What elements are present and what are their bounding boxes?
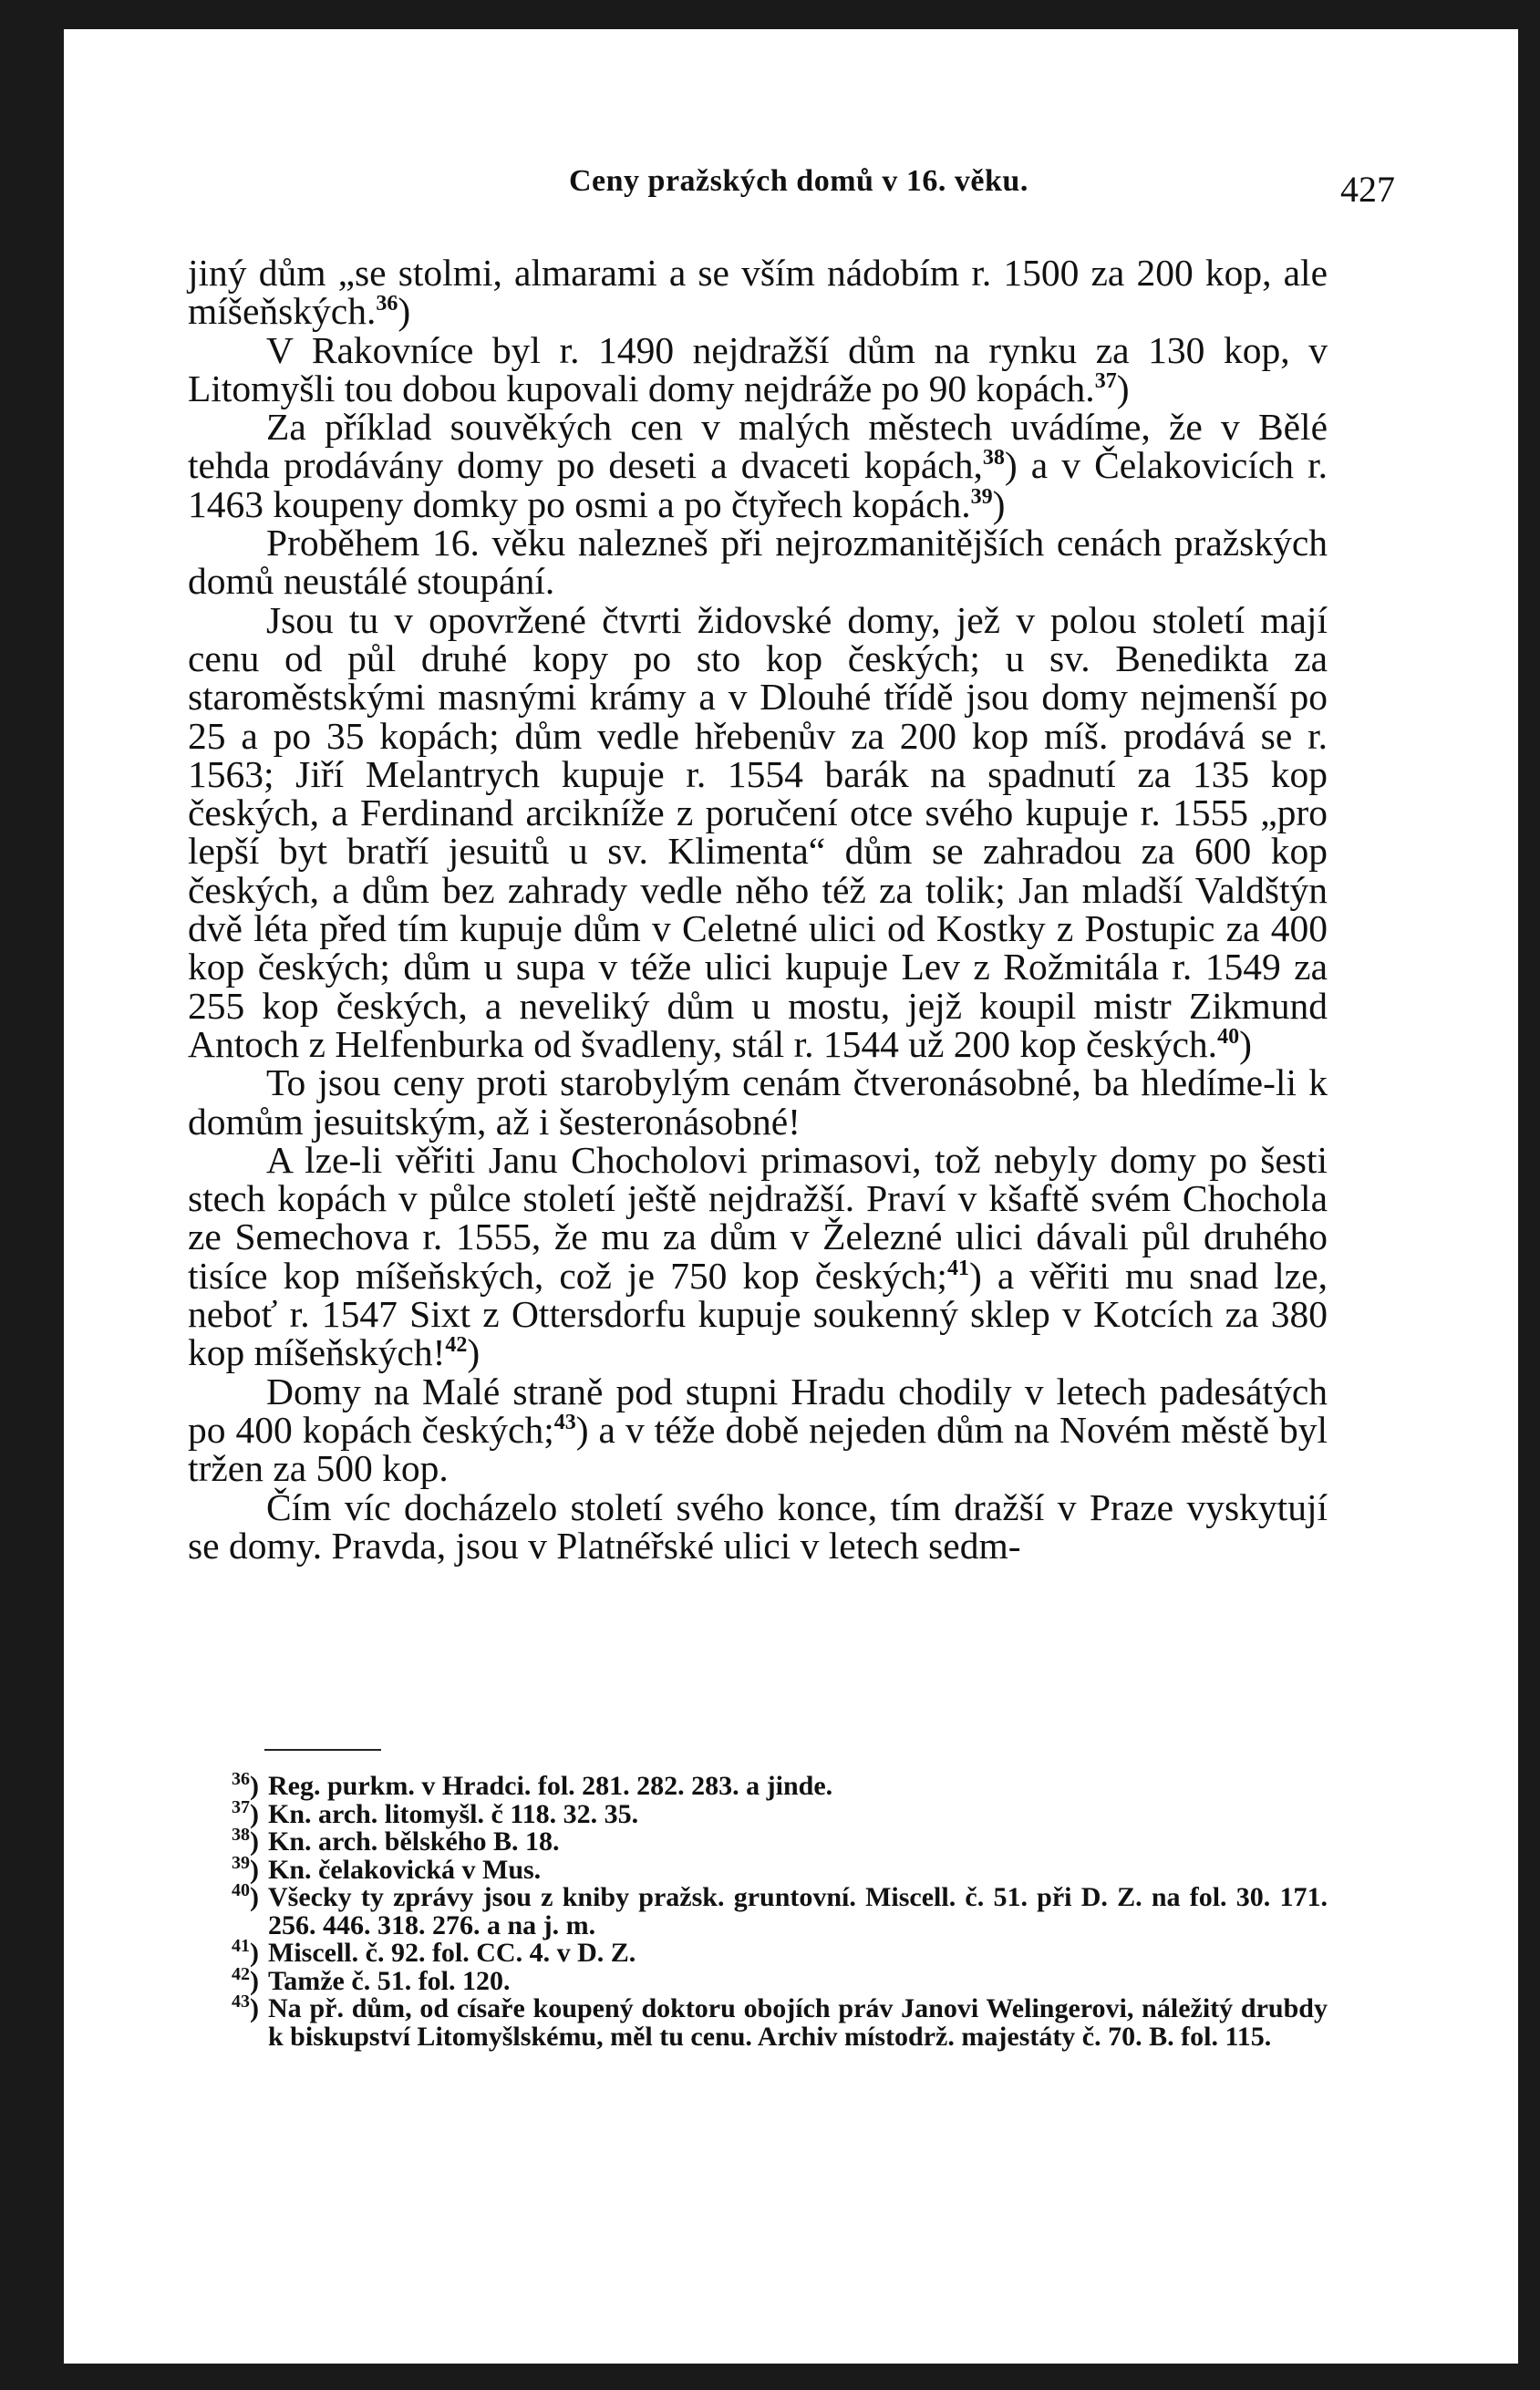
- footnote-text: Všecky ty zprávy jsou z kniby pražsk. gruntovní. Miscell. č. 51. při D. Z. na fol. 30. 171. 256. 446. 318. 276. a na j. m.: [268, 1882, 1328, 1940]
- paragraph-text: Domy na Malé straně pod stupni Hradu chodily v letech padesátých po 400 kopách českých;: [188, 1370, 1328, 1451]
- footnote-separator: [264, 1749, 381, 1751]
- footnote-reference: 38: [982, 446, 1005, 471]
- footnote-text: Kn. arch. bělského B. 18.: [268, 1826, 560, 1857]
- footnote-marker: $^{37}$): [232, 1796, 259, 1829]
- footnote-text: Tamže č. 51. fol. 120.: [268, 1965, 511, 1996]
- footnotes: [188, 1769, 1328, 2052]
- footnote-text: Miscell. č. 92. fol. CC. 4. v D. Z.: [268, 1938, 636, 1968]
- paragraph-text: ): [467, 1331, 481, 1374]
- footnote-number: 43: [232, 1992, 250, 2012]
- paragraph-text: ) a v téže době nejeden dům na Novém městě byl tržen za 500 kop.: [188, 1408, 1328, 1490]
- footnote-marker: $^{40}$): [232, 1880, 259, 1912]
- footnote: [188, 1992, 1328, 2052]
- footnote-number: 40: [232, 1880, 250, 1900]
- paragraph: [188, 598, 1328, 1065]
- footnote: [188, 1852, 1328, 1885]
- footnote-reference: 36: [376, 292, 398, 316]
- footnote: [188, 1963, 1328, 1996]
- footnote-number: 41: [232, 1936, 250, 1956]
- footnote-text: Kn. čelakovická v Mus.: [268, 1854, 542, 1885]
- footnote-reference: 43: [553, 1411, 576, 1435]
- footnote: [188, 1880, 1328, 1940]
- paragraph-text: To jsou ceny proti starobylým cenám čtveronásobné, ba hledíme-li k domům jesuitským, až i šesteronásobné!: [188, 1061, 1328, 1143]
- footnote-reference: 40: [1217, 1025, 1240, 1050]
- paragraph-text: ): [1239, 1022, 1252, 1065]
- paragraph: [188, 1138, 1328, 1374]
- paragraph-text: A lze-li věřiti Janu Chocholovi primasovi, tož nebyly domy po šesti stech kopách v půlce století ještě nejdražší. Praví v kšaftě svém Chochola ze Semechova r. 1555, že mu za dům v Železné ulici dávali půl druhého tisíce kop míšeňských, což je 750 kop českých;: [188, 1138, 1328, 1297]
- footnote-reference: 42: [445, 1333, 468, 1358]
- paragraph: [188, 1063, 1328, 1141]
- footnote-text: Reg. purkm. v Hradci. fol. 281. 282. 283. a jinde.: [268, 1771, 833, 1801]
- footnote: [188, 1769, 1328, 1801]
- footnote-reference: 37: [1094, 369, 1117, 394]
- paragraph-text: ) a v Čelakovicích r. 1463 koupeny domky po osmi a po čtyřech kopách.: [188, 444, 1328, 525]
- paragraph-text: Jsou tu v opovržené čtvrti židovské domy, jež v polou století mají cenu od půl druhé kopy po sto kop českých; u sv. Benedikta za staroměstskými masnými krámy a v Dlouhé třídě jsou domy nejmenší po 25 a po 35 kopách; dům vedle hřebenův za 200 kop míš. prodává se r. 1563; Jiří Melantrych kupuje r. 1554 barák na spadnutí za 135 kop českých, a Ferdinand arcikníže z poručení otce svého kupuje r. 1555 „pro lepší byt bratří jesuitů u sv. Klimenta“ dům se zahradou za 600 kop českých, a dům bez zahrady vedle něho též za tolik; Jan mladší Valdštýn dvě léta před tím kupuje dům v Celetné ulici od Kostky z Postupic za 400 kop českých; dům u supa v téže ulici kupuje Lev z Rožmitála r. 1549 za 255 kop českých, a neveliký dům u mostu, jejž koupil mistr Zikmund Antoch z Helfenburka od švadleny, stál r. 1544 už 200 kop českých.: [188, 598, 1328, 1065]
- running-title: Ceny pražských domů v 16. věku.: [569, 164, 1028, 198]
- page-number: 427: [1340, 169, 1395, 210]
- main-text: [188, 253, 1328, 1565]
- footnote-number: 39: [232, 1852, 250, 1873]
- footnote-marker: $^{43}$): [232, 1992, 259, 2023]
- footnote-reference: 39: [970, 484, 993, 509]
- page-header: [501, 164, 1395, 219]
- footnote-number: 42: [232, 1963, 250, 1984]
- footnote-number: 36: [232, 1769, 250, 1789]
- footnote-number: 38: [232, 1825, 250, 1845]
- footnote-marker: $^{42}$): [232, 1963, 259, 1996]
- footnote: [188, 1825, 1328, 1857]
- footnote-marker: $^{38}$): [232, 1825, 259, 1857]
- paragraph-text: Proběhem 16. věku nalezneš při nejrozmanitějších cenách pražských domů neustálé stoupání.: [188, 522, 1328, 603]
- paragraph-text: ): [992, 482, 1006, 525]
- footnote-marker: $^{36}$): [232, 1769, 259, 1801]
- scanned-page: [64, 29, 1518, 2364]
- paragraph: [188, 253, 1328, 331]
- paragraph-text: jiný dům „se stolmi, almarami a se vším nádobím r. 1500 za 200 kop, ale míšeňských.: [188, 252, 1328, 333]
- footnote-text: Kn. arch. litomyšl. č 118. 32. 35.: [268, 1798, 639, 1829]
- footnote-text: Na př. dům, od císaře koupený doktoru obojích práv Janovi Welingerovi, náležitý drubdy k biskupství Litomyšlskému, měl tu cenu. Archiv místodrž. majestáty č. 70. B. fol. 115.: [268, 1993, 1328, 2052]
- footnote: [188, 1796, 1328, 1829]
- paragraph: [188, 408, 1328, 523]
- paragraph-text: ): [398, 290, 411, 333]
- paragraph: [188, 328, 1328, 409]
- footnote-number: 37: [232, 1796, 250, 1817]
- paragraph-text: ): [1116, 367, 1130, 409]
- footnote: [188, 1936, 1328, 1968]
- paragraph-text: V Rakovníce byl r. 1490 nejdražší dům na rynku za 130 kop, v Litomyšli tou dobou kupovali domy nejdráže po 90 kopách.: [188, 328, 1328, 409]
- paragraph-text: Za příklad souvěkých cen v malých městech uvádíme, že v Bělé tehda prodávány domy po deseti a dvaceti kopách,: [188, 406, 1328, 487]
- paragraph-text: ) a věřiti mu snad lze, neboť r. 1547 Sixt z Ottersdorfu kupuje soukenný sklep v Kotcích za 380 kop míšeňských!: [188, 1254, 1328, 1374]
- paragraph: [188, 1485, 1328, 1567]
- footnote-marker: $^{41}$): [232, 1936, 259, 1968]
- paragraph: [188, 1372, 1328, 1488]
- footnote-marker: $^{39}$): [232, 1852, 259, 1885]
- paragraph-text: Čím víc docházelo století svého konce, tím dražší v Praze vyskytují se domy. Pravda, jsou v Platnéřské ulici v letech sedm-: [188, 1485, 1328, 1567]
- footnote-reference: 41: [946, 1256, 969, 1280]
- paragraph: [188, 523, 1328, 601]
